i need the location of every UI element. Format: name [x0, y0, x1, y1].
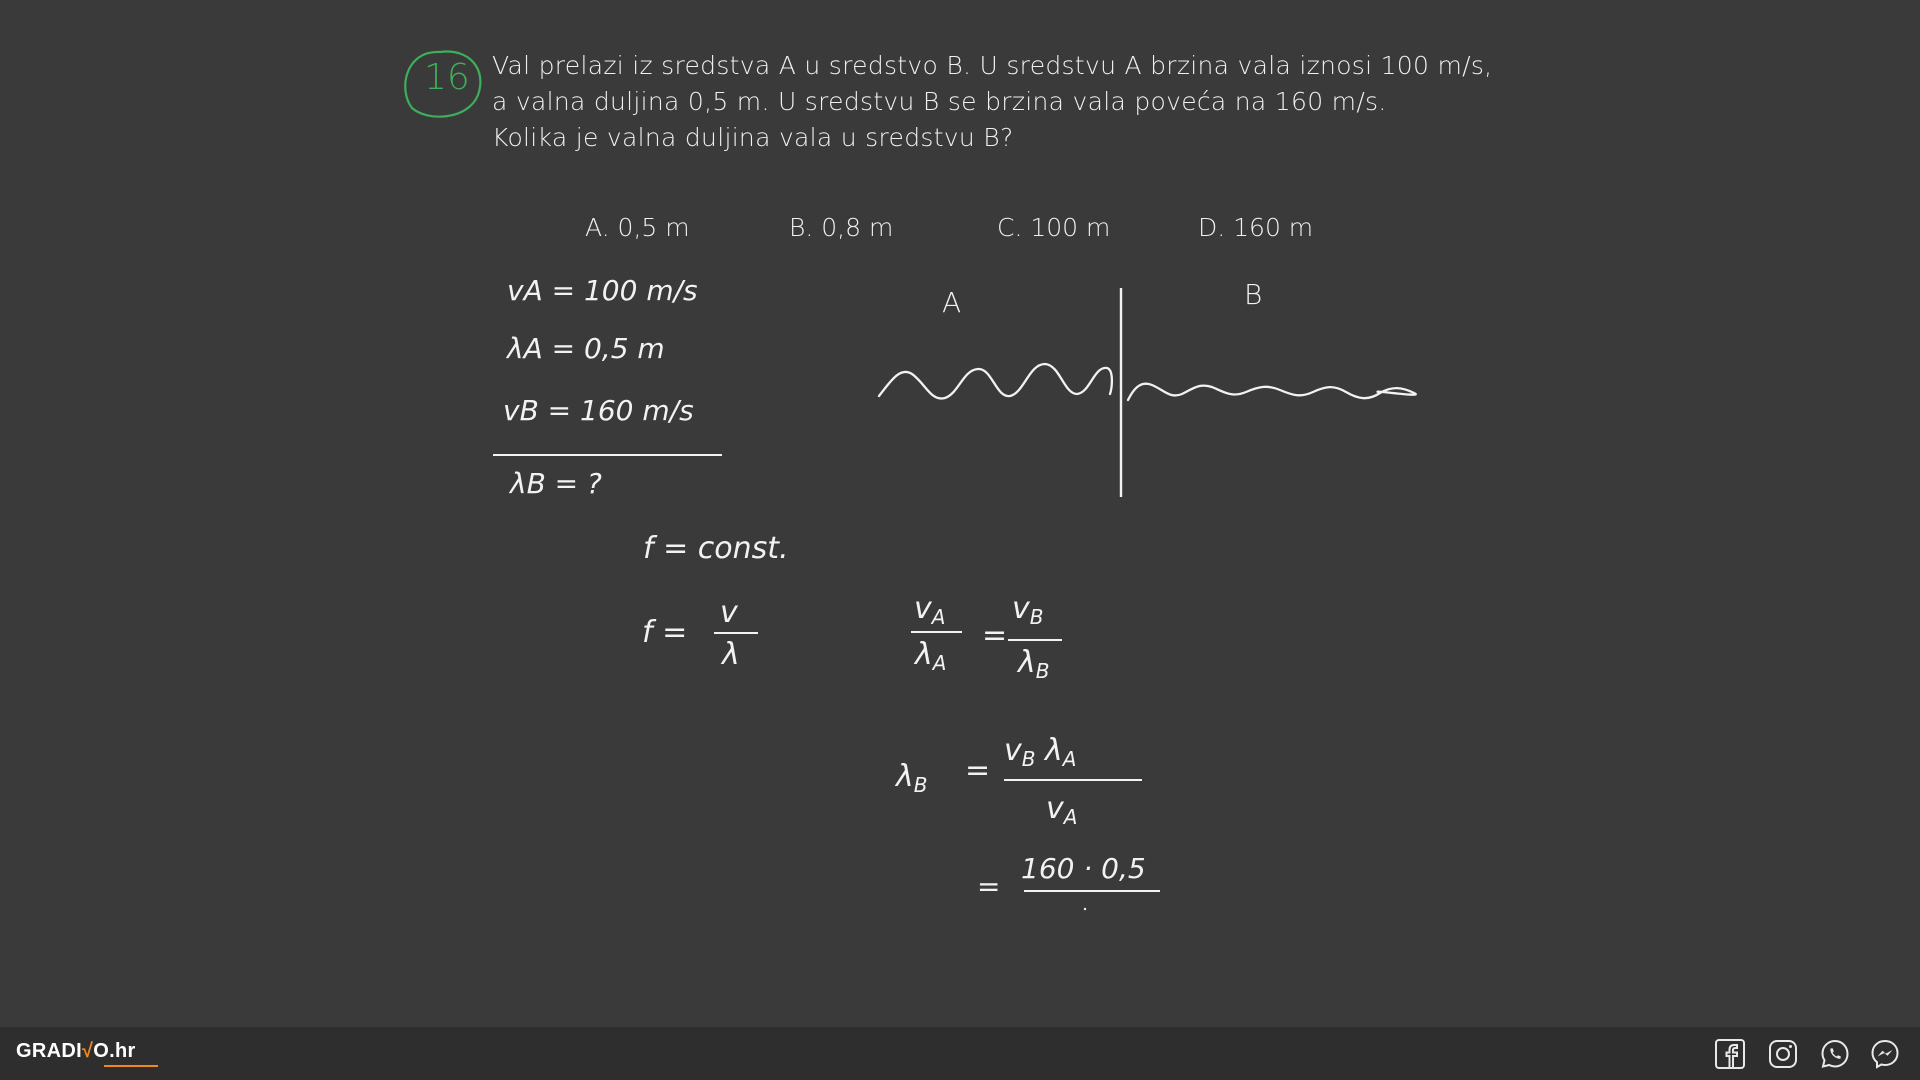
choice-c: C. 100 m: [997, 213, 1111, 242]
problem-number: 16: [424, 57, 470, 98]
facebook-icon[interactable]: [1714, 1038, 1746, 1070]
logo-check-mark: √: [81, 1040, 94, 1062]
svg-text:f =: f =: [642, 615, 688, 650]
svg-text:=: =: [965, 753, 991, 788]
relation-substitution: [977, 852, 1160, 910]
svg-text:λA: $\lambda_A$: [915, 637, 947, 675]
svg-text:v: v: [720, 595, 738, 630]
choice-a: A. 0,5 m: [585, 213, 690, 242]
medium-label-b: B: [1244, 278, 1263, 311]
svg-text:160 · 0,5: 160 · 0,5: [1021, 852, 1146, 885]
svg-text:λB: $\lambda_B$: [896, 759, 928, 797]
relation-f-equals-v-over-lambda: [642, 595, 758, 672]
unknown-lambda-b: λB = ?: [510, 467, 602, 500]
wave-medium-a: [879, 364, 1112, 399]
choice-d: D. 160 m: [1198, 213, 1314, 242]
svg-text:vA: $v_A$: [914, 591, 946, 629]
medium-label-a: A: [942, 286, 962, 319]
relation-ratio-equality: [911, 591, 1062, 683]
svg-text:vB λA: $v_B$ $\lambda_A$: [1004, 733, 1077, 771]
given-vb: vB = 160 m/s: [503, 394, 694, 427]
svg-text:=: =: [982, 618, 1008, 653]
svg-text:vB: $v_B$: [1012, 591, 1044, 629]
svg-text:=: =: [977, 870, 1001, 903]
svg-text:λ: λ: [722, 637, 740, 672]
problem-line-1: Val prelazi iz sredstva A u sredstvo B. U sredstvu A brzina vala iznosi 100 m/s,: [492, 51, 1493, 80]
relation-f-const: f = const.: [643, 531, 789, 566]
instagram-icon[interactable]: [1767, 1038, 1799, 1070]
messenger-icon[interactable]: [1869, 1038, 1901, 1070]
footer-bar: [0, 1027, 1920, 1080]
problem-line-3: Kolika je valna duljina vala u sredstvu B?: [492, 123, 1014, 152]
whatsapp-icon[interactable]: [1819, 1038, 1851, 1070]
svg-text:vA: $v_A$: [1046, 791, 1078, 829]
problem-line-2: a valna duljina 0,5 m. U sredstvu B se brzina vala poveća na 160 m/s.: [492, 87, 1387, 116]
given-lambda-a: λA = 0,5 m: [507, 332, 665, 365]
logo-underline: [104, 1065, 158, 1067]
problem-number-badge: [405, 52, 480, 117]
svg-text:λB: $\lambda_B$: [1018, 645, 1050, 683]
relation-lambda-b-formula: [894, 733, 1142, 829]
logo-text-right: O.hr: [93, 1040, 136, 1062]
logo-text-left: GRADI: [16, 1040, 82, 1062]
gradivo-logo[interactable]: [16, 1040, 136, 1063]
choice-b: B. 0,8 m: [789, 213, 894, 242]
given-va: vA = 100 m/s: [507, 274, 698, 307]
